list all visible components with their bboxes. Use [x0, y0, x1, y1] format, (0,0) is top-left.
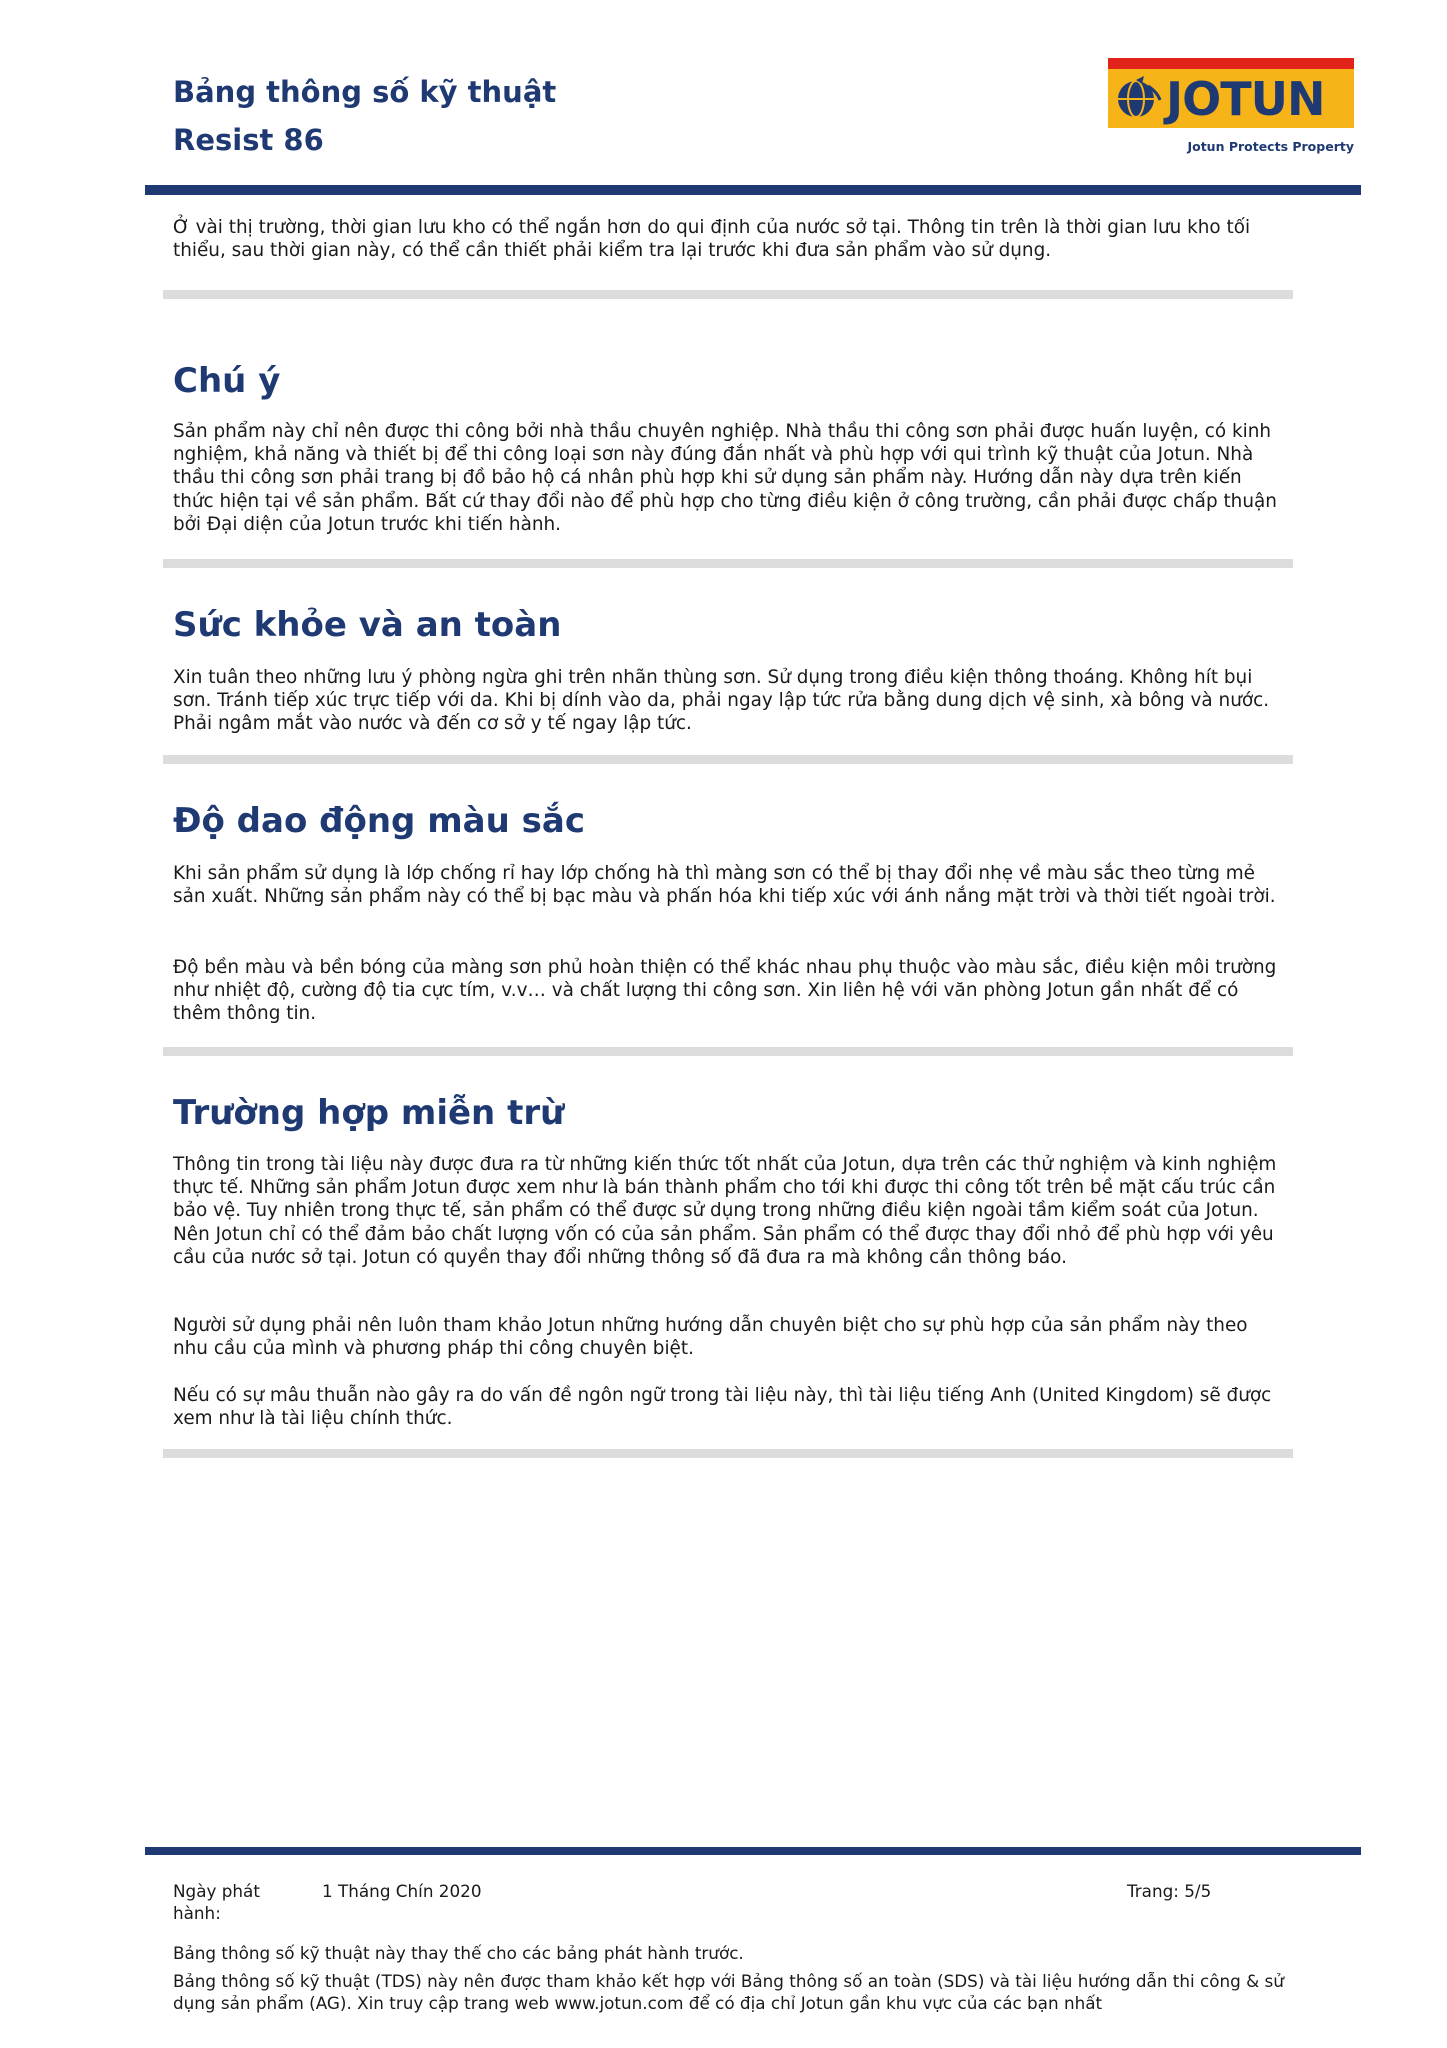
logo-tagline: Jotun Protects Property — [1187, 139, 1354, 154]
section-heading-color-variation: Độ dao động màu sắc — [173, 801, 585, 841]
document-type: Bảng thông số kỹ thuật — [173, 75, 557, 109]
section-divider — [163, 1047, 1293, 1056]
color-variation-paragraph-2: Độ bền màu và bền bóng của màng sơn phủ hoàn thiện có thể khác nhau phụ thuộc vào màu sắc, điều kiện môi trường như nhiệt độ, cường độ tia cực tím, v.v… và chất lượng thi công sơn. Xin liên hệ với văn phòng Jotun gần nhất để có thêm thông tin. — [173, 957, 1277, 1025]
product-name: Resist 86 — [173, 123, 324, 157]
intro-paragraph: Ở vài thị trường, thời gian lưu kho có thể ngắn hơn do qui định của nước sở tại. Thông tin trên là thời gian lưu kho tối thiểu, sau thời gian này, có thể cần thiết phải kiểm tra lại trước khi đưa sản phẩm vào sử dụng. — [173, 217, 1251, 262]
page-number: Trang: 5/5 — [1127, 1881, 1212, 1901]
section-heading-health-safety: Sức khỏe và an toàn — [173, 605, 562, 645]
reference-note: Bảng thông số kỹ thuật (TDS) này nên được tham khảo kết hợp với Bảng thông số an toàn (SDS) và tài liệu hướng dẫn thi công & sử dụng sản phẩm (AG). Xin truy cập trang web www.jotun.com để có địa chỉ Jotun gần khu vực của các bạn nhất — [173, 1971, 1284, 2013]
issue-date-label: Ngày phát hành: — [173, 1881, 260, 1923]
disclaimer-paragraph-1: Thông tin trong tài liệu này được đưa ra từ những kiến thức tốt nhất của Jotun, dựa trên các thử nghiệm và kinh nghiệm thực tế. Những sản phẩm Jotun được xem như là bán thành phẩm cho tới khi được thi công tốt trên bề mặt cấu trúc cần bảo vệ. Tuy nhiên trong thực tế, sản phẩm có thể được sử dụng trong những điều kiện ngoài tầm kiểm soát của Jotun. Nên Jotun chỉ có thể đảm bảo chất lượng vốn có của sản phẩm. Sản phẩm có thể được thay đổi nhỏ để phù hợp với yêu cầu của nước sở tại. Jotun có quyền thay đổi những thông số đã đưa ra mà không cần thông báo. — [173, 1154, 1277, 1268]
supersedes-note: Bảng thông số kỹ thuật này thay thế cho các bảng phát hành trước. — [173, 1943, 744, 1963]
jotun-globe-icon — [1114, 76, 1162, 120]
section-divider — [163, 1449, 1293, 1458]
section-heading-disclaimer: Trường hợp miễn trừ — [173, 1093, 565, 1133]
header-rule — [145, 185, 1361, 195]
logo-red-band — [1108, 58, 1354, 69]
section-heading-caution: Chú ý — [173, 361, 281, 401]
section-divider — [163, 290, 1293, 299]
footer-rule — [145, 1847, 1361, 1855]
issue-date-value: 1 Tháng Chín 2020 — [322, 1881, 482, 1901]
document-title — [173, 68, 556, 164]
disclaimer-paragraph-3: Nếu có sự mâu thuẫn nào gây ra do vấn đề ngôn ngữ trong tài liệu này, thì tài liệu tiếng Anh (United Kingdom) sẽ được xem như là tài liệu chính thức. — [173, 1385, 1272, 1430]
disclaimer-paragraph-2: Người sử dụng phải nên luôn tham khảo Jotun những hướng dẫn chuyên biệt cho sự phù hợp của sản phẩm này theo nhu cầu của mình và phương pháp thi công chuyên biệt. — [173, 1315, 1248, 1360]
caution-paragraph: Sản phẩm này chỉ nên được thi công bởi nhà thầu chuyên nghiệp. Nhà thầu thi công sơn phải được huấn luyện, có kinh nghiệm, khả năng và thiết bị để thi công loại sơn này đúng đắn nhất và phù hợp với qui trình kỹ thuật của Jotun. Nhà thầu thi công sơn phải trang bị đồ bảo hộ cá nhân phù hợp khi sử dụng sản phẩm này. Hướng dẫn này dựa trên kiến thức hiện tại về sản phẩm. Bất cứ thay đổi nào để phù hợp cho từng điều kiện ở công trường, cần phải được chấp thuận bởi Đại diện của Jotun trước khi tiến hành. — [173, 421, 1277, 535]
jotun-logo — [1108, 58, 1354, 160]
color-variation-paragraph-1: Khi sản phẩm sử dụng là lớp chống rỉ hay lớp chống hà thì màng sơn có thể bị thay đổi nhẹ về màu sắc theo từng mẻ sản xuất. Những sản phẩm này có thể bị bạc màu và phấn hóa khi tiếp xúc với ánh nắng mặt trời và thời tiết ngoài trời. — [173, 863, 1276, 908]
logo-wordmark: JOTUN — [1166, 72, 1325, 126]
section-divider — [163, 559, 1293, 568]
section-divider — [163, 755, 1293, 764]
health-safety-paragraph: Xin tuân theo những lưu ý phòng ngừa ghi trên nhãn thùng sơn. Sử dụng trong điều kiện thông thoáng. Không hít bụi sơn. Tránh tiếp xúc trực tiếp với da. Khi bị dính vào da, phải ngay lập tức rửa bằng dung dịch vệ sinh, xà bông và nước. Phải ngâm mắt vào nước và đến cơ sở y tế ngay lập tức. — [173, 667, 1270, 735]
